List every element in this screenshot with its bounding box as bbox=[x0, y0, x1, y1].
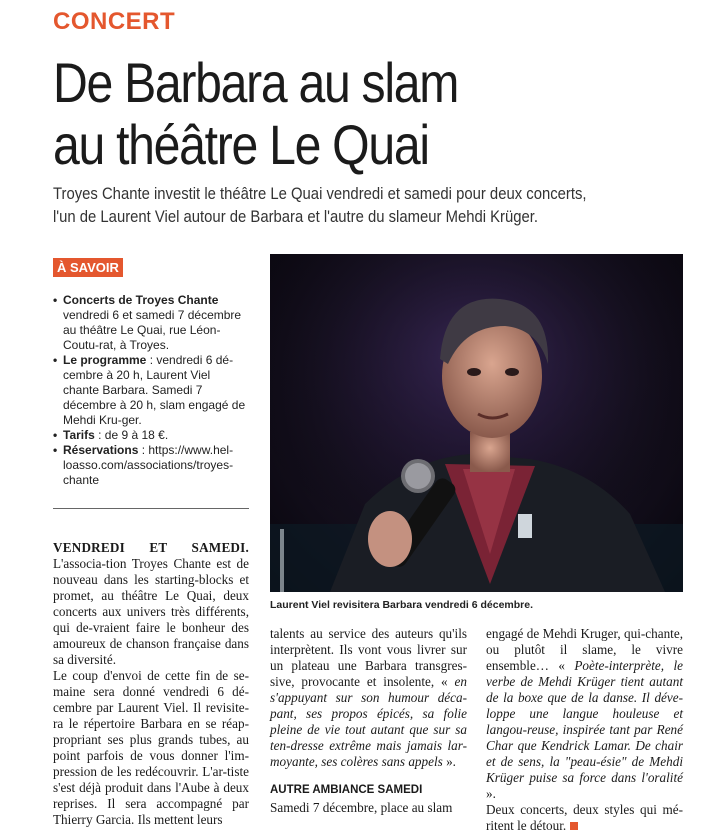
article-quote: Poète-interprète, le verbe de Mehdi Krüger tient autant de la boxe que de la danse. Il déve-loppe une langue houleuse et langou-reuse, inspirée tant par René Char que Kendrick Lamar. De chair et de sens, la "peau-ésie" de Mehdi Krüger puise sa force dans l'oralité bbox=[486, 658, 683, 785]
article-paragraph bbox=[53, 540, 249, 668]
info-text: : vendredi 6 dé-cembre à 20 h, Laurent Viel chante Barbara. Samedi 7 décembre à 20 h, slam engagé de Mehdi Kru-ger. bbox=[63, 353, 246, 427]
info-item-tarifs bbox=[53, 428, 249, 443]
article-text: Deux concerts, deux styles qui mé-ritent le détour. bbox=[486, 802, 683, 833]
info-text: : https://www.hel-loasso.com/associations/troyes-chante bbox=[63, 443, 234, 487]
article-paragraph: Samedi 7 décembre, place au slam bbox=[270, 800, 453, 815]
article-quote: en s'appuyant sur son humour déca-pant, ses propos épicés, sa folie pleine de vie tout autant que sur sa ten-dresse extrême mais jamais lar-moyante, ses colères sans appels bbox=[270, 674, 467, 769]
singer-portrait-icon bbox=[270, 254, 683, 592]
end-mark-icon bbox=[570, 822, 578, 830]
article-paragraph bbox=[486, 626, 683, 802]
article-text: ». bbox=[486, 786, 496, 801]
page-title bbox=[53, 52, 621, 176]
info-item-concerts bbox=[53, 293, 249, 353]
info-text: vendredi 6 et samedi 7 décembre au théâtre Le Quai, rue Léon-Coutu-rat, à Troyes. bbox=[63, 308, 242, 352]
article-text: L'associa-tion Troyes Chante est de nouveau dans les starting-blocks et promet, au théâtre Le Quai, deux concerts aux univers très différents, qui de-vraient faire le bonheur des amoureux de chanson française dans sa diversité. bbox=[53, 556, 249, 667]
concert-photo bbox=[270, 254, 683, 592]
article-column-2 bbox=[270, 626, 467, 816]
info-label: Le programme bbox=[63, 353, 147, 367]
info-box-tag: À SAVOIR bbox=[53, 258, 123, 277]
article-paragraph bbox=[486, 802, 683, 834]
info-box bbox=[53, 258, 249, 488]
article-paragraph bbox=[270, 626, 467, 770]
info-label: Réservations bbox=[63, 443, 139, 457]
article-column-1 bbox=[53, 540, 249, 828]
standfirst-line-2: l'un de Laurent Viel autour de Barbara et l'autre du slameur Mehdi Krüger. bbox=[53, 208, 539, 226]
article-text: ». bbox=[442, 754, 456, 769]
headline-line-1: De Barbara au slam bbox=[53, 51, 459, 114]
info-label: Concerts de Troyes Chante bbox=[63, 293, 219, 307]
article-column-3 bbox=[486, 626, 683, 834]
article-lead: VENDREDI ET SAMEDI. bbox=[53, 540, 249, 555]
standfirst bbox=[53, 183, 683, 229]
section-kicker: CONCERT bbox=[53, 8, 176, 35]
info-item-reservations bbox=[53, 443, 249, 488]
info-item-programme bbox=[53, 353, 249, 428]
headline-line-2: au théâtre Le Quai bbox=[53, 113, 429, 176]
photo-caption: Laurent Viel revisitera Barbara vendredi 6 décembre. bbox=[270, 599, 534, 611]
article-subhead: AUTRE AMBIANCE SAMEDI bbox=[270, 784, 423, 796]
info-label: Tarifs bbox=[63, 428, 95, 442]
info-text: : de 9 à 18 €. bbox=[94, 428, 169, 442]
info-list bbox=[53, 293, 249, 488]
article-paragraph: Le coup d'envoi de cette fin de se-maine sera donné vendredi 6 dé-cembre par Laurent Viel. Il revisite-ra le répertoire Barbara en se réap-propriant ses plus grands tubes, au point parfois de vous donner l'im-pression de les redécouvrir. L'ar-tiste s'est déjà produit dans l'Aube à deux reprises. Il sera accompagné par Thierry Garcia. Ils mettent leurs bbox=[53, 668, 249, 827]
info-box-divider bbox=[53, 508, 249, 509]
article-text: talents au service des auteurs qu'ils interprètent. Ils vont vous livrer sur un plateau une Barbara transgres-sive, provocante et insolente, « bbox=[270, 626, 467, 689]
article-text: engagé de Mehdi Kruger, qui-chante, ou plutôt il slame, le vivre ensemble… « bbox=[486, 626, 683, 673]
standfirst-line-1: Troyes Chante investit le théâtre Le Quai vendredi et samedi pour deux concerts, bbox=[53, 185, 587, 203]
